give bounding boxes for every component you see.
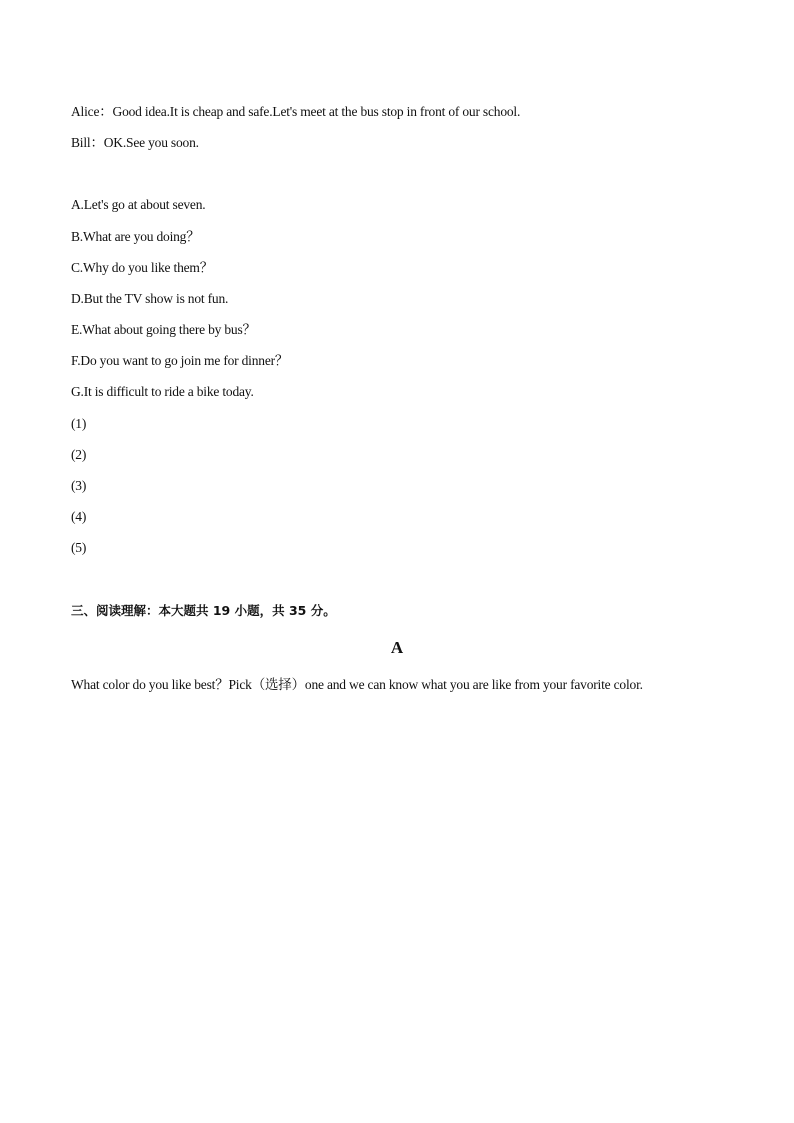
dialogue-line-alice: Alice：Good idea.It is cheap and safe.Let's meet at the bus stop in front of our school. xyxy=(71,104,521,119)
answer-blank-1: (1) xyxy=(71,416,87,431)
answer-blank-3: (3) xyxy=(71,478,87,493)
option-d: D.But the TV show is not fun. xyxy=(71,291,229,306)
answer-blank-4: (4) xyxy=(71,509,87,524)
section-heading: 三、阅读理解：本大题共 19 小题，共 35 分。 xyxy=(71,603,336,618)
passage-intro: What color do you like best？Pick（选择）one and we can know what you are like from your favorite color. xyxy=(71,677,643,692)
dialogue-line-bill: Bill：OK.See you soon. xyxy=(71,135,199,150)
option-g: G.It is difficult to ride a bike today. xyxy=(71,384,254,399)
option-b: B.What are you doing？ xyxy=(71,229,200,244)
answer-blank-2: (2) xyxy=(71,447,87,462)
option-a: A.Let's go at about seven. xyxy=(71,197,206,212)
option-e: E.What about going there by bus？ xyxy=(71,322,256,337)
passage-title: A xyxy=(390,638,404,657)
answer-blank-5: (5) xyxy=(71,540,87,555)
option-f: F.Do you want to go join me for dinner？ xyxy=(71,353,289,368)
option-c: C.Why do you like them？ xyxy=(71,260,214,275)
